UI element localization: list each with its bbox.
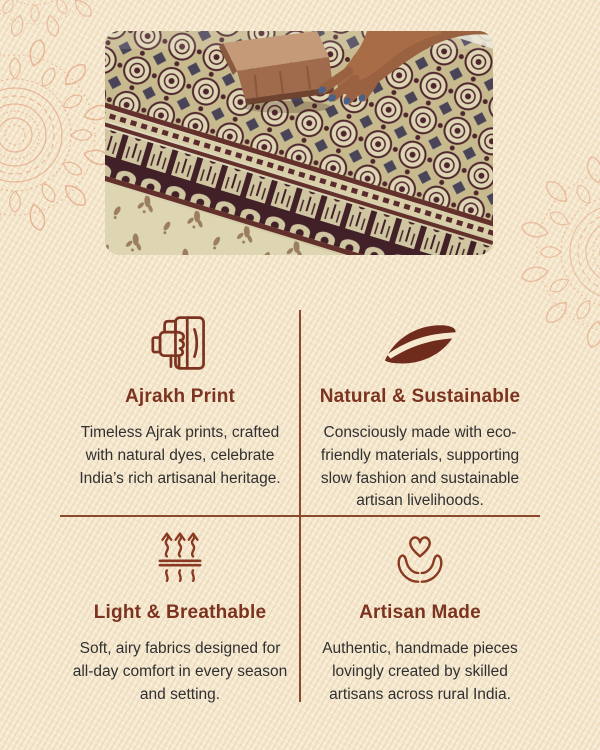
feature-title: Ajrakh Print <box>124 386 236 407</box>
leaf-icon <box>309 313 531 373</box>
block-print-stamp-icon <box>69 313 291 373</box>
feature-description: Authentic, handmade pieces lovingly created by skilled artisans across rural India. <box>322 640 518 703</box>
feature-description: Timeless Ajrak prints, crafted with natural dyes, celebrate India’s rich artisanal heritage. <box>79 424 281 487</box>
feature-card-light-breathable <box>60 515 300 710</box>
feature-description: Soft, airy fabrics designed for all-day comfort in every season and setting. <box>72 640 288 703</box>
feature-card-artisan-made <box>300 515 540 710</box>
hero-image <box>105 31 493 255</box>
feature-card-ajrakh-print <box>60 300 300 515</box>
feature-card-natural-sustainable <box>300 300 540 515</box>
hands-holding-heart-icon <box>309 529 531 589</box>
feature-title: Light & Breathable <box>93 602 267 623</box>
feature-description: Consciously made with eco-friendly materials, supporting slow fashion and sustainable artisan livelihoods. <box>320 424 520 510</box>
feature-title: Artisan Made <box>359 602 481 623</box>
features-grid <box>60 300 540 710</box>
grid-divider-vertical <box>299 310 301 702</box>
breathable-fabric-icon <box>69 529 291 589</box>
feature-title: Natural & Sustainable <box>319 386 521 407</box>
